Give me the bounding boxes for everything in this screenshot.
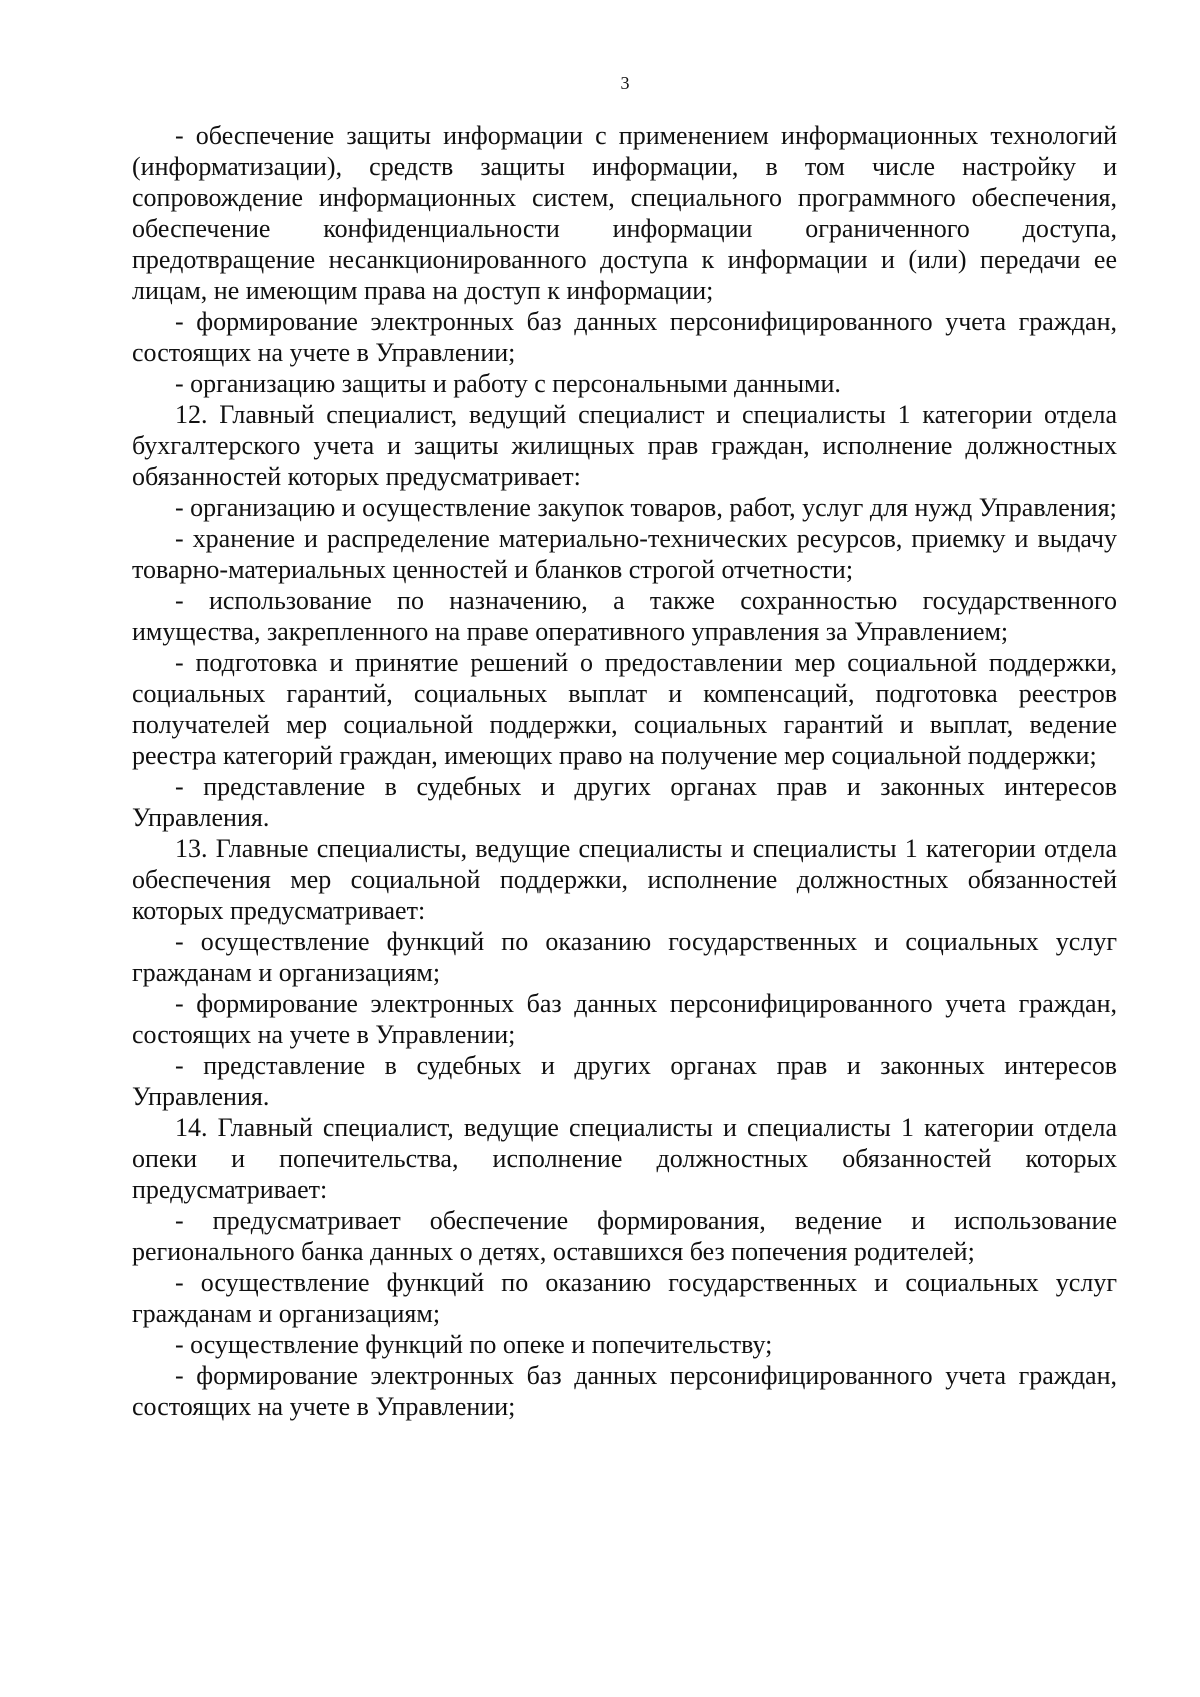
paragraph: - осуществление функций по опеке и попечительству;	[175, 1330, 773, 1359]
paragraph: 14. Главный специалист, ведущие специалисты и специалисты 1 категории отдела опеки и попечительства, исполнение должностных обязанностей которых предусматривает:	[132, 1113, 1117, 1204]
paragraph: - использование по назначению, а также сохранностью государственного имущества, закрепленного на праве оперативного управления за Управлением;	[132, 586, 1117, 646]
paragraph: - осуществление функций по оказанию государственных и социальных услуг гражданам и организациям;	[132, 1268, 1117, 1328]
paragraph: - осуществление функций по оказанию государственных и социальных услуг гражданам и организациям;	[132, 927, 1117, 987]
paragraph: - организацию и осуществление закупок товаров, работ, услуг для нужд Управления;	[175, 493, 1117, 522]
paragraph: - подготовка и принятие решений о предоставлении мер социальной поддержки, социальных гарантий, социальных выплат и компенсаций, подготовка реестров получателей мер социальной поддержки, социальных гарантий и выплат, ведение реестра категорий граждан, имеющих право на получение мер социальной поддержки;	[132, 648, 1117, 770]
paragraph: - формирование электронных баз данных персонифицированного учета граждан, состоящих на учете в Управлении;	[132, 1361, 1117, 1421]
paragraph: - обеспечение защиты информации с применением информационных технологий (информатизации), средств защиты информации, в том числе настройку и сопровождение информационных систем, специального программного обеспечения, обеспечение конфиденциальности информации ограниченного доступа, предотвращение несанкционированного доступа к информации и (или) передачи ее лицам, не имеющим права на доступ к информации;	[132, 121, 1117, 305]
paragraph: - хранение и распределение материально-технических ресурсов, приемку и выдачу товарно-материальных ценностей и бланков строгой отчетности;	[132, 524, 1117, 584]
page-number: 3	[620, 73, 630, 93]
paragraph: - формирование электронных баз данных персонифицированного учета граждан, состоящих на учете в Управлении;	[132, 989, 1117, 1049]
document-body	[132, 120, 1117, 1422]
paragraph: - представление в судебных и других органах прав и законных интересов Управления.	[132, 772, 1117, 832]
paragraph: - организацию защиты и работу с персональными данными.	[175, 369, 841, 398]
paragraph: - формирование электронных баз данных персонифицированного учета граждан, состоящих на учете в Управлении;	[132, 307, 1117, 367]
paragraph: - предусматривает обеспечение формирования, ведение и использование регионального банка данных о детях, оставшихся без попечения родителей;	[132, 1206, 1117, 1266]
paragraph: 13. Главные специалисты, ведущие специалисты и специалисты 1 категории отдела обеспечения мер социальной поддержки, исполнение должностных обязанностей которых предусматривает:	[132, 834, 1117, 925]
paragraph: 12. Главный специалист, ведущий специалист и специалисты 1 категории отдела бухгалтерского учета и защиты жилищных прав граждан, исполнение должностных обязанностей которых предусматривает:	[132, 400, 1117, 491]
paragraph: - представление в судебных и других органах прав и законных интересов Управления.	[132, 1051, 1117, 1111]
